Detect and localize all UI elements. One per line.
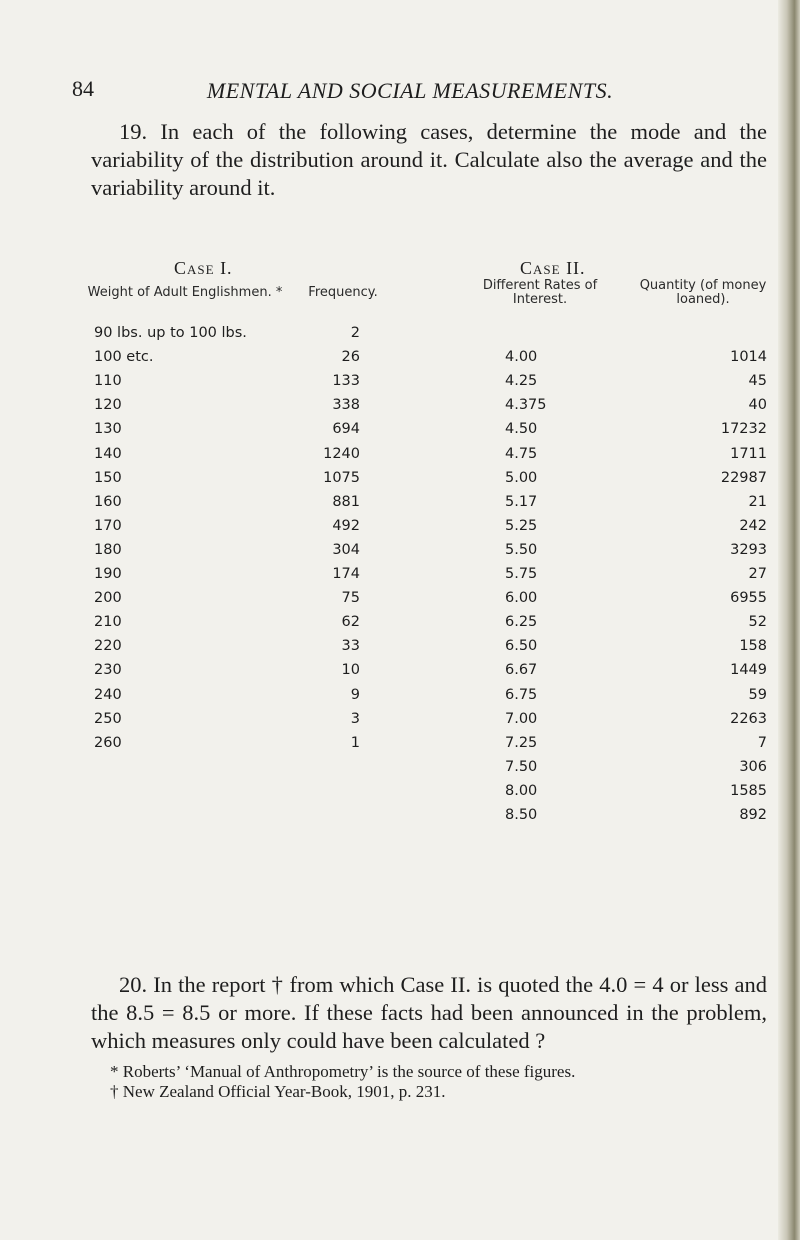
interest-rate-cell: 4.75 bbox=[505, 445, 538, 462]
question-20: 20. In the report † from which Case II. is quoted the 4.0 = 4 or less and the 8.5 = 8.5 or more. If these facts had been announced in the problem, which measures only could have been calculated ? bbox=[91, 972, 767, 1053]
quantity-cell: 6955 bbox=[730, 590, 767, 607]
frequency-cell: 10 bbox=[341, 662, 360, 679]
weight-cell: 200 bbox=[94, 590, 122, 607]
interest-rate-cell: 4.375 bbox=[505, 397, 547, 414]
frequency-cell: 1240 bbox=[323, 445, 360, 462]
table-row bbox=[0, 349, 800, 371]
footnote-new-zealand: † New Zealand Official Year-Book, 1901, p. 231. bbox=[110, 1082, 446, 1101]
quantity-cell: 3293 bbox=[730, 541, 767, 558]
case-2-title: Case II. bbox=[520, 258, 586, 278]
quantity-cell: 7 bbox=[757, 734, 767, 751]
page-header bbox=[0, 76, 800, 106]
frequency-cell: 304 bbox=[332, 541, 360, 558]
table-row bbox=[0, 687, 800, 709]
table-row bbox=[0, 590, 800, 612]
table-row bbox=[0, 542, 800, 564]
column-header-frequency: Frequency. bbox=[308, 285, 378, 300]
interest-rate-cell: 6.00 bbox=[505, 590, 538, 607]
weight-cell: 120 bbox=[94, 397, 122, 414]
quantity-cell: 22987 bbox=[720, 469, 767, 486]
interest-rate-cell: 5.75 bbox=[505, 566, 538, 582]
quantity-cell: 45 bbox=[748, 373, 767, 390]
table-row bbox=[0, 446, 800, 468]
quantity-cell: 2263 bbox=[730, 710, 767, 727]
frequency-cell: 133 bbox=[332, 373, 360, 390]
quantity-cell: 892 bbox=[739, 807, 767, 823]
interest-rate-cell: 5.17 bbox=[505, 493, 538, 510]
frequency-cell: 338 bbox=[332, 397, 360, 414]
interest-rate-cell: 6.25 bbox=[505, 614, 538, 631]
quantity-cell: 21 bbox=[748, 493, 767, 510]
interest-rate-cell: 6.50 bbox=[505, 638, 538, 655]
table-row bbox=[0, 807, 800, 829]
table-row bbox=[0, 759, 800, 781]
quantity-cell: 158 bbox=[739, 638, 767, 655]
weight-cell: 100 etc. bbox=[94, 349, 154, 366]
interest-rate-cell: 5.25 bbox=[505, 517, 538, 534]
frequency-cell: 1075 bbox=[323, 469, 360, 486]
frequency-cell: 75 bbox=[341, 590, 360, 607]
weight-cell: 190 bbox=[94, 566, 122, 582]
frequency-cell: 1 bbox=[350, 734, 360, 751]
interest-rate-cell: 7.25 bbox=[505, 734, 538, 751]
frequency-cell: 26 bbox=[341, 349, 360, 366]
interest-rate-cell: 4.50 bbox=[505, 421, 538, 438]
frequency-cell: 694 bbox=[332, 421, 360, 438]
quantity-cell: 17232 bbox=[720, 421, 767, 438]
frequency-cell: 62 bbox=[341, 614, 360, 631]
table-row bbox=[0, 373, 800, 395]
column-header-weight: Weight of Adult Englishmen. * bbox=[87, 285, 283, 300]
weight-cell: 230 bbox=[94, 662, 122, 679]
quantity-cell: 306 bbox=[739, 758, 767, 775]
weight-cell: 180 bbox=[94, 541, 122, 558]
footnotes bbox=[110, 1062, 770, 1102]
interest-rate-cell: 4.25 bbox=[505, 373, 538, 390]
table-row bbox=[0, 494, 800, 516]
table-row bbox=[0, 470, 800, 492]
table-row bbox=[0, 638, 800, 660]
quantity-cell: 1585 bbox=[730, 782, 767, 799]
table-row bbox=[0, 566, 800, 588]
weight-cell: 140 bbox=[94, 445, 122, 462]
interest-rate-cell: 8.50 bbox=[505, 807, 538, 823]
table-row bbox=[0, 421, 800, 443]
weight-cell: 220 bbox=[94, 638, 122, 655]
weight-cell: 90 lbs. up to 100 lbs. bbox=[94, 325, 247, 341]
quantity-cell: 1014 bbox=[730, 349, 767, 366]
frequency-cell: 33 bbox=[341, 638, 360, 655]
page-number: 84 bbox=[72, 76, 94, 101]
column-header-interest-rates: Different Rates of Interest. bbox=[482, 278, 598, 307]
case-1-title: Case I. bbox=[174, 258, 233, 278]
weight-cell: 240 bbox=[94, 686, 122, 703]
quantity-cell: 1711 bbox=[730, 445, 767, 462]
quantity-cell: 242 bbox=[739, 517, 767, 534]
running-head: MENTAL AND SOCIAL MEASUREMENTS. bbox=[206, 78, 614, 103]
table-row bbox=[0, 783, 800, 805]
weight-cell: 210 bbox=[94, 614, 122, 631]
question-19: 19. In each of the following cases, determine the mode and the variability of the distribution around it. Calculate also the average and the variability around it. bbox=[91, 119, 767, 200]
interest-rate-cell: 4.00 bbox=[505, 349, 538, 366]
interest-rate-cell: 6.75 bbox=[505, 686, 538, 703]
frequency-cell: 174 bbox=[332, 566, 360, 582]
table-row bbox=[0, 397, 800, 419]
weight-cell: 170 bbox=[94, 517, 122, 534]
weight-cell: 150 bbox=[94, 469, 122, 486]
frequency-cell: 881 bbox=[332, 493, 360, 510]
frequency-cell: 9 bbox=[350, 686, 360, 703]
frequency-cell: 492 bbox=[332, 517, 360, 534]
interest-rate-cell: 6.67 bbox=[505, 662, 538, 679]
interest-rate-cell: 5.50 bbox=[505, 541, 538, 558]
quantity-cell: 1449 bbox=[730, 662, 767, 679]
table-row bbox=[0, 662, 800, 684]
table-row bbox=[0, 518, 800, 540]
footnote-roberts: * Roberts’ ‘Manual of Anthropometry’ is the source of these figures. bbox=[110, 1062, 576, 1081]
weight-cell: 110 bbox=[94, 373, 122, 390]
weight-cell: 130 bbox=[94, 421, 122, 438]
quantity-cell: 52 bbox=[748, 614, 767, 631]
quantity-cell: 59 bbox=[748, 686, 767, 703]
weight-cell: 160 bbox=[94, 493, 122, 510]
interest-rate-cell: 7.00 bbox=[505, 710, 538, 727]
frequency-cell: 2 bbox=[350, 325, 360, 341]
table-row bbox=[0, 614, 800, 636]
interest-rate-cell: 7.50 bbox=[505, 758, 538, 775]
table-row bbox=[0, 711, 800, 733]
quantity-cell: 40 bbox=[748, 397, 767, 414]
interest-rate-cell: 8.00 bbox=[505, 782, 538, 799]
weight-cell: 250 bbox=[94, 710, 122, 727]
column-header-quantity-loaned: Quantity (of money loaned). bbox=[639, 278, 767, 307]
interest-rate-cell: 5.00 bbox=[505, 469, 538, 486]
weight-cell: 260 bbox=[94, 734, 122, 751]
frequency-cell: 3 bbox=[350, 710, 360, 727]
table-row bbox=[0, 325, 800, 347]
quantity-cell: 27 bbox=[748, 566, 767, 582]
table-row bbox=[0, 735, 800, 757]
